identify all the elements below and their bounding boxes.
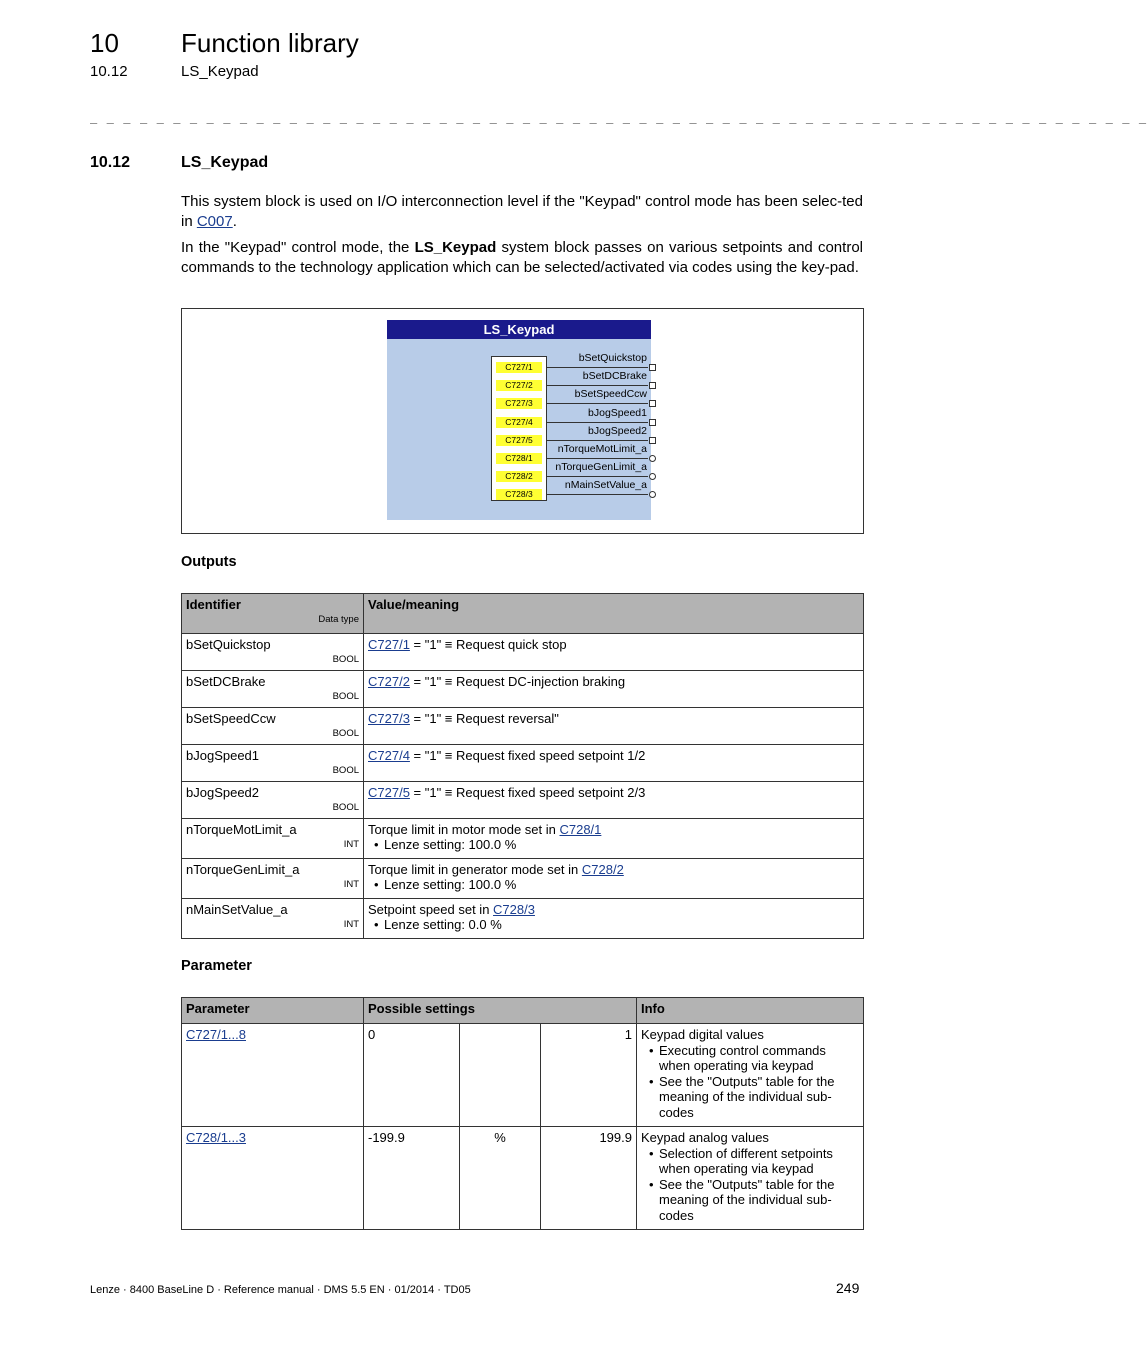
value-text: = "1" ≡ Request fixed speed setpoint 2/3 xyxy=(409,785,646,800)
code-label: C727/3 xyxy=(496,398,542,409)
output-label: bSetSpeedCcw xyxy=(574,388,647,401)
digital-port-icon xyxy=(649,419,656,426)
identifier-cell xyxy=(182,634,364,671)
header-label: Identifier xyxy=(186,597,241,612)
chapter-number: 10 xyxy=(90,28,119,58)
table-row xyxy=(182,819,864,859)
bullet-item: • Lenze setting: 100.0 % xyxy=(374,837,859,852)
chapter-title: Function library xyxy=(181,28,359,58)
value-text: Torque limit in generator mode set in xyxy=(368,862,582,877)
col-value: Value/meaning xyxy=(364,594,864,634)
table-row xyxy=(182,899,864,939)
section-number: 10.12 xyxy=(90,154,131,171)
function-block-diagram xyxy=(181,308,864,534)
subchapter-title: LS_Keypad xyxy=(181,63,259,80)
identifier-cell xyxy=(182,708,364,745)
parameter-cell xyxy=(182,1024,364,1127)
paragraph-text: system block passes on various setpoints and control commands to the technology application which can be selected/activated via codes using the key-pad. xyxy=(181,239,863,276)
code-link[interactable]: C727/1 xyxy=(368,637,410,652)
value-cell xyxy=(364,745,864,782)
code-label: C728/2 xyxy=(496,471,542,482)
data-type: BOOL xyxy=(332,654,359,665)
identifier-cell xyxy=(182,819,364,859)
identifier: nMainSetValue_a xyxy=(186,902,288,917)
value-text: = "1" ≡ Request reversal" xyxy=(409,711,559,726)
digital-port-icon xyxy=(649,364,656,371)
output-label: bJogSpeed2 xyxy=(588,424,647,437)
paragraph-text: . xyxy=(232,212,237,230)
table-row xyxy=(182,1127,864,1230)
digital-port-icon xyxy=(649,382,656,389)
page-number: 249 xyxy=(836,1280,860,1296)
parameter-link[interactable]: C728/1...3 xyxy=(186,1130,246,1145)
value-cell xyxy=(364,899,864,939)
code-label: C728/1 xyxy=(496,453,542,464)
value-text: = "1" ≡ Request quick stop xyxy=(409,637,567,652)
min-value: 0 xyxy=(364,1024,460,1127)
paragraph-text: This system block is used on I/O interconnection level if the "Keypad" control mode has been selec-ted in xyxy=(181,193,863,230)
output-line xyxy=(547,403,648,404)
unit: % xyxy=(460,1127,541,1230)
table-row xyxy=(182,1024,864,1127)
output-label: nMainSetValue_a xyxy=(564,479,647,492)
code-label: C727/2 xyxy=(496,380,542,391)
table-row xyxy=(182,782,864,819)
max-value: 1 xyxy=(541,1024,637,1127)
bullet-item: • Lenze setting: 0.0 % xyxy=(374,917,859,932)
digital-port-icon xyxy=(649,400,656,407)
footer-text: Lenze · 8400 BaseLine D · Reference manual · DMS 5.5 EN · 01/2014 · TD05 xyxy=(90,1284,471,1296)
outputs-heading: Outputs xyxy=(181,554,237,570)
identifier: bSetSpeedCcw xyxy=(186,711,276,726)
data-type: BOOL xyxy=(332,765,359,776)
output-line xyxy=(547,476,648,477)
output-label: nTorqueGenLimit_a xyxy=(555,461,647,474)
subchapter-number: 10.12 xyxy=(90,63,128,80)
col-parameter: Parameter xyxy=(182,998,364,1024)
min-value: -199.9 xyxy=(364,1127,460,1230)
section-title: LS_Keypad xyxy=(181,154,269,171)
code-link[interactable]: C727/3 xyxy=(368,711,410,726)
identifier: bSetQuickstop xyxy=(186,637,271,652)
data-type: INT xyxy=(343,919,359,930)
value-cell xyxy=(364,708,864,745)
table-row xyxy=(182,708,864,745)
identifier-cell xyxy=(182,782,364,819)
identifier-cell xyxy=(182,859,364,899)
code-link[interactable]: C728/2 xyxy=(581,862,624,877)
identifier: nTorqueMotLimit_a xyxy=(186,822,297,837)
output-line xyxy=(547,422,648,423)
bullet-item: • See the "Outputs" table for the meaning of the individual sub-codes xyxy=(649,1074,859,1121)
output-label: nTorqueMotLimit_a xyxy=(557,443,647,455)
parameter-cell xyxy=(182,1127,364,1230)
output-line xyxy=(547,458,648,459)
value-text: Torque limit in motor mode set in xyxy=(368,822,560,837)
code-link[interactable]: C728/1 xyxy=(559,822,602,837)
unit xyxy=(460,1024,541,1127)
col-info: Info xyxy=(637,998,864,1024)
identifier-cell xyxy=(182,671,364,708)
code-link[interactable]: C727/5 xyxy=(368,785,410,800)
output-line xyxy=(547,440,648,441)
paragraph-bold: LS_Keypad xyxy=(414,239,497,256)
function-block-title: LS_Keypad xyxy=(387,320,651,339)
digital-port-icon xyxy=(649,437,656,444)
value-text: Setpoint speed set in xyxy=(368,902,494,917)
parameter-heading: Parameter xyxy=(181,958,252,974)
parameter-table xyxy=(181,997,864,1230)
intro-paragraph xyxy=(181,192,863,231)
code-link[interactable]: C728/3 xyxy=(493,902,535,917)
link-c007[interactable]: C007 xyxy=(196,212,233,230)
bullet-item: • See the "Outputs" table for the meaning of the individual sub-codes xyxy=(649,1177,859,1224)
value-text: = "1" ≡ Request DC-injection braking xyxy=(409,674,626,689)
table-row xyxy=(182,634,864,671)
code-label: C728/3 xyxy=(496,489,542,500)
identifier: bJogSpeed1 xyxy=(186,748,260,763)
output-line xyxy=(547,367,648,368)
data-type: INT xyxy=(343,839,359,850)
analog-port-icon xyxy=(649,455,656,462)
output-label: bJogSpeed1 xyxy=(588,406,647,419)
outputs-table xyxy=(181,593,864,939)
info-title: Keypad analog values xyxy=(641,1130,769,1145)
bullet-item: • Selection of different setpoints when operating via keypad xyxy=(649,1146,859,1177)
data-type: BOOL xyxy=(332,802,359,813)
bullet-item: • Executing control commands when operating via keypad xyxy=(649,1043,859,1074)
output-line xyxy=(547,385,648,386)
parameter-link[interactable]: C727/1...8 xyxy=(186,1027,246,1042)
info-title: Keypad digital values xyxy=(641,1027,764,1042)
value-cell xyxy=(364,782,864,819)
output-line xyxy=(547,494,648,495)
table-row xyxy=(182,745,864,782)
code-link[interactable]: C727/2 xyxy=(368,674,410,689)
identifier: bSetDCBrake xyxy=(186,674,266,689)
value-cell xyxy=(364,634,864,671)
header-separator: _ _ _ _ _ _ _ _ _ _ _ _ _ _ _ _ _ _ _ _ _ _ _ _ _ _ _ _ _ _ _ _ _ _ _ _ _ _ _ _ _ _ _ _ _ _ _ _ _ _ _ _ _ _ _ _ _ _ _ _ _ _ _ _ xyxy=(90,110,1147,124)
code-label: C727/5 xyxy=(496,435,542,446)
value-cell xyxy=(364,819,864,859)
code-label: C727/4 xyxy=(496,417,542,428)
paragraph-text: In the "Keypad" control mode, the xyxy=(181,239,415,256)
code-link[interactable]: C727/4 xyxy=(368,748,410,763)
code-column xyxy=(491,356,547,501)
header-datatype: Data type xyxy=(318,614,359,625)
output-label: bSetDCBrake xyxy=(582,370,647,383)
max-value: 199.9 xyxy=(541,1127,637,1230)
identifier-cell xyxy=(182,745,364,782)
value-cell xyxy=(364,671,864,708)
code-label: C727/1 xyxy=(496,362,542,373)
function-block xyxy=(387,320,651,520)
identifier: bJogSpeed2 xyxy=(186,785,260,800)
identifier: nTorqueGenLimit_a xyxy=(186,862,300,877)
table-row xyxy=(182,859,864,899)
bullet-item: • Lenze setting: 100.0 % xyxy=(374,877,859,892)
info-cell xyxy=(637,1127,864,1230)
info-cell xyxy=(637,1024,864,1127)
identifier-cell xyxy=(182,899,364,939)
analog-port-icon xyxy=(649,491,656,498)
col-identifier xyxy=(182,594,364,634)
col-settings: Possible settings xyxy=(364,998,637,1024)
value-cell xyxy=(364,859,864,899)
table-row xyxy=(182,671,864,708)
data-type: INT xyxy=(343,879,359,890)
data-type: BOOL xyxy=(332,691,359,702)
description-paragraph xyxy=(181,238,863,277)
data-type: BOOL xyxy=(332,728,359,739)
value-text: = "1" ≡ Request fixed speed setpoint 1/2 xyxy=(409,748,646,763)
analog-port-icon xyxy=(649,473,656,480)
output-label: bSetQuickstop xyxy=(578,352,647,364)
